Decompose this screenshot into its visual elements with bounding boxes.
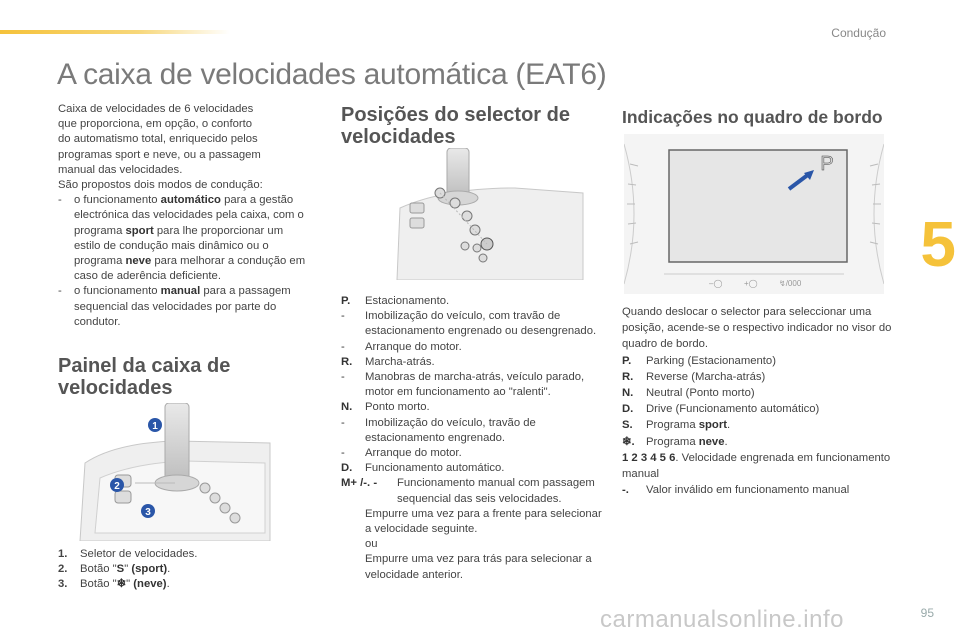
dashboard-intro: Quando deslocar o selector para seleccionar uma posição, acende-se o respectivo indicador no visor do quadro de bordo.	[622, 306, 892, 351]
display-letter-p: P	[820, 153, 834, 175]
dashboard-text	[622, 304, 894, 498]
callout-1	[148, 418, 162, 432]
position-item: M+ /-. - Funcionamento manual com passagem sequencial das seis velocidades.	[341, 477, 595, 505]
top-accent-bar	[0, 30, 230, 34]
dash-item-gears: 1 2 3 4 5 6. Velocidade engrenada em funcionamento manual	[622, 451, 891, 481]
dash-item-d: D. Drive (Funcionamento automático)	[622, 403, 820, 416]
dash-item-invalid: -. Valor inválido em funcionamento manual	[622, 484, 850, 497]
mode-automatic: - o funcionamento automático para a gestão electrónica das velocidades pela caixa, com o programa sport para lhe proporcionar um estilo de condução mais dinâmico ou o programa neve para melhorar a condução em caso de aderência deficiente.	[58, 194, 306, 283]
svg-text:3: 3	[145, 507, 151, 518]
position-item: D. Funcionamento automático.	[341, 462, 505, 475]
position-item: R. Marcha-atrás.	[341, 355, 435, 368]
dashboard-heading: Indicações no quadro de bordo	[622, 107, 883, 127]
page-title: A caixa de velocidades automática (EAT6)	[57, 58, 607, 91]
positions-list	[341, 294, 603, 583]
legend-item-1: 1. Seletor de velocidades.	[58, 548, 198, 560]
selector-positions-illustration	[395, 148, 585, 280]
position-item: N. Ponto morto.	[341, 401, 430, 414]
position-item: Empurre uma vez para trás para selecionar a velocidade anterior.	[365, 553, 592, 581]
intro-text: Caixa de velocidades de 6 velocidades que proporciona, em opção, o conforto do automatismo total, enriquecido pelos programas sport e neve, ou a passagem manual das velocidades. São propostos dois modos de condução:	[58, 103, 263, 192]
position-item: - Imobilização do veículo, travão de estacionamento engrenado.	[341, 416, 536, 444]
position-item: - Manobras de marcha-atrás, veículo parado, motor em funcionamento ao "ralenti".	[341, 371, 585, 399]
positions-heading: Posições do selector de velocidades	[341, 104, 570, 148]
position-item: Empurre uma vez para a frente para selecionar a velocidade seguinte.	[365, 507, 602, 536]
panel-legend	[58, 547, 310, 593]
dash-item-r: R. Reverse (Marcha-atrás)	[622, 370, 766, 383]
svg-text:2: 2	[114, 481, 120, 492]
dash-item-s: S. Programa sport.	[622, 419, 731, 432]
position-item: - Arranque do motor.	[341, 447, 462, 460]
watermark: carmanualsonline.info	[600, 606, 844, 633]
dash-item-snow: ❄. Programa neve.	[622, 435, 728, 448]
dashboard-heading-block	[622, 106, 892, 128]
chapter-number: 5	[920, 208, 956, 280]
page-number: 95	[920, 606, 934, 620]
svg-text:1: 1	[152, 421, 158, 432]
svg-text:↯/000: ↯/000	[779, 279, 802, 288]
intro-column	[58, 102, 310, 330]
gear-lever	[165, 403, 189, 483]
dash-item-n: N. Neutral (Ponto morto)	[622, 387, 755, 400]
legend-item-3: 3. Botão "❄" (neve).	[58, 578, 170, 591]
callout-3	[141, 504, 155, 518]
panel-heading: Painel da caixa de velocidades	[58, 355, 231, 399]
dash-item-p: P. Parking (Estacionamento)	[622, 354, 776, 367]
positions-heading-block	[341, 104, 601, 148]
mode-manual: - o funcionamento manual para a passagem sequencial das velocidades por parte do condutor.	[58, 285, 291, 328]
position-item: P. Estacionamento.	[341, 295, 450, 307]
svg-text:+◯: +◯	[744, 279, 758, 288]
position-item: - Arranque do motor.	[341, 340, 462, 353]
panel-heading-block	[58, 355, 310, 399]
svg-text:–◯: –◯	[709, 279, 723, 288]
position-item: ou	[365, 538, 378, 551]
callout-2	[110, 478, 124, 492]
gearbox-panel-illustration	[75, 403, 275, 541]
legend-item-2: 2. Botão "S" (sport).	[58, 563, 171, 576]
position-item: - Imobilização do veículo, com travão de estacionamento engrenado ou desengrenado.	[341, 310, 597, 338]
instrument-cluster-illustration	[624, 134, 884, 294]
section-label: Condução	[831, 26, 886, 40]
